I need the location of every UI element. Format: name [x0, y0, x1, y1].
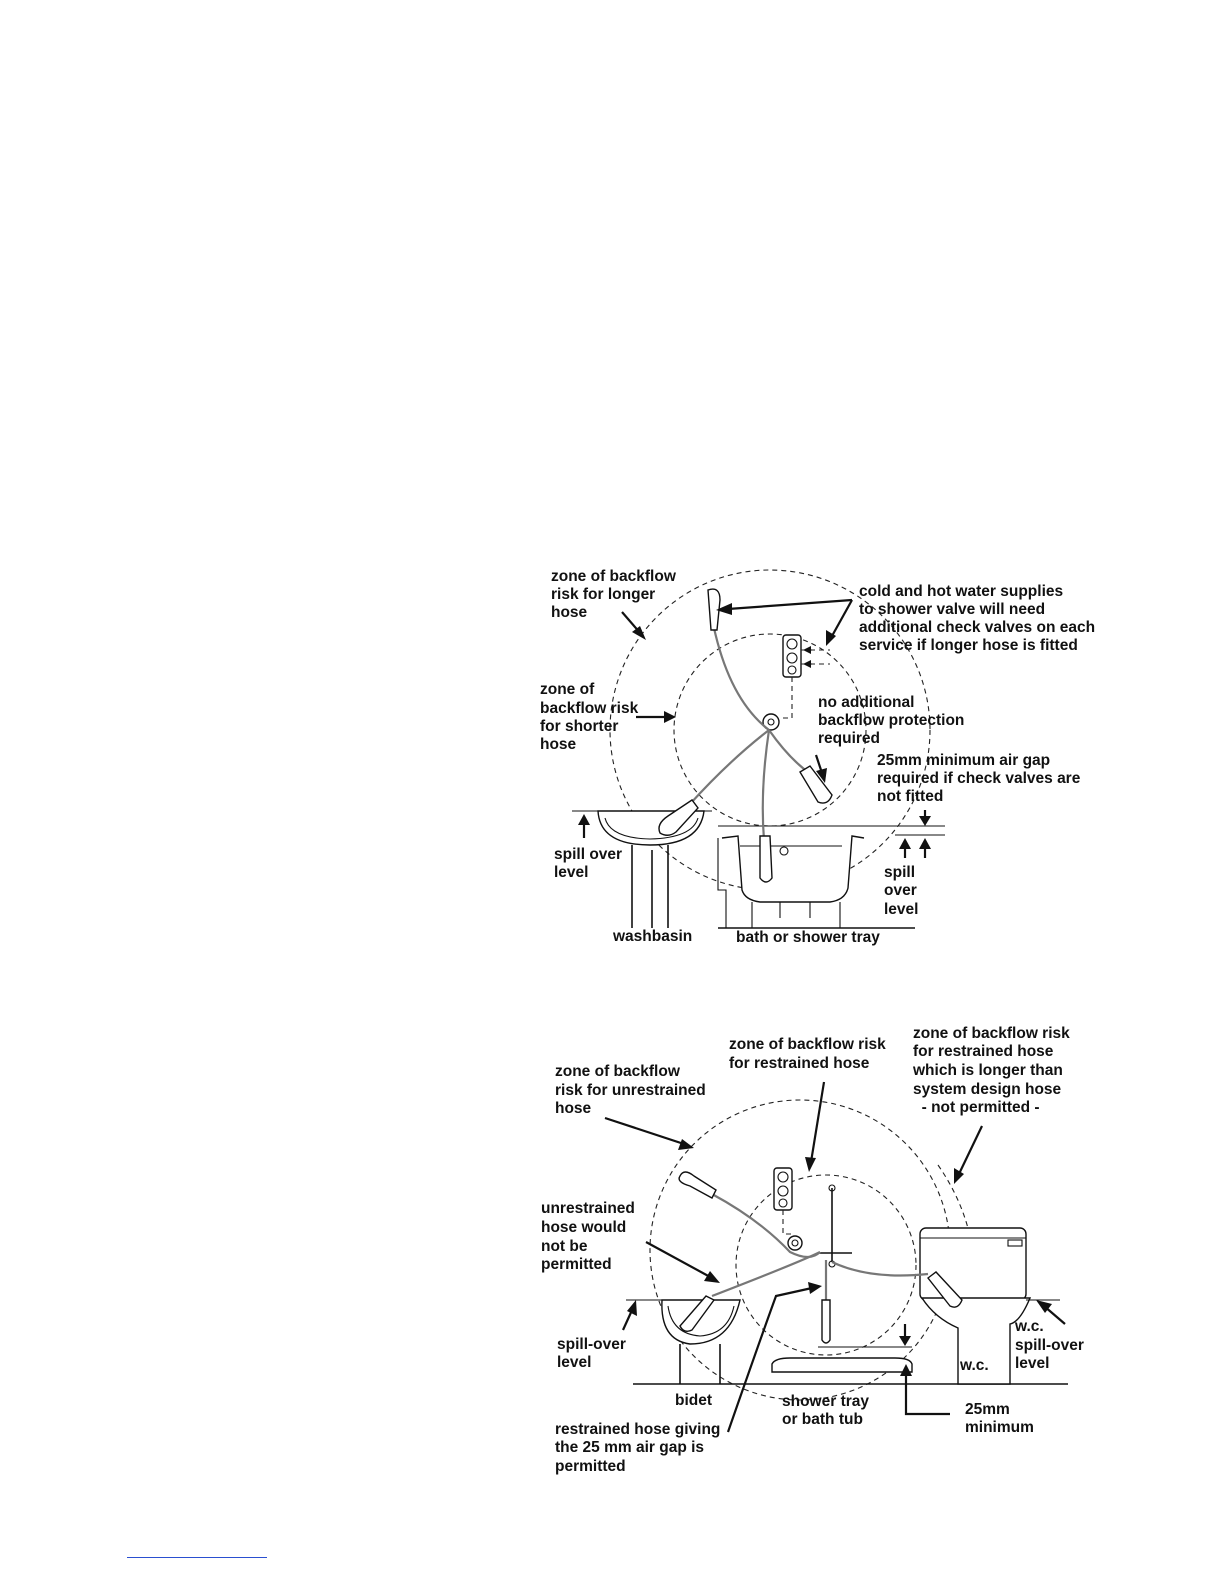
label-air-gap: 25mm minimum air gap required if check valves are not fitted	[877, 752, 1081, 805]
label-bath: bath or shower tray	[736, 929, 880, 946]
label-25mm-minimum: 25mm minimum	[965, 1401, 1034, 1436]
bidet-drawing	[626, 1300, 740, 1384]
hand-shower-tray	[822, 1300, 830, 1343]
label-zone-longer-restrained: zone of backflow risk for restrained hose which is longer than system design hose - not permitted -	[913, 1025, 1070, 1116]
label-wc: w.c.	[960, 1357, 989, 1374]
label-unrestrained-not-permitted: unrestrained hose would not be permitted	[541, 1200, 635, 1273]
label-restrained-permitted: restrained hose giving the 25 mm air gap is permitted	[555, 1421, 721, 1475]
zone-circle-unrestrained	[650, 1100, 950, 1400]
hand-shower-bath	[760, 836, 772, 882]
valve-and-rail-drawing	[774, 1168, 852, 1267]
shower-tray-drawing	[772, 1347, 912, 1372]
label-zone-longer: zone of backflow risk for longer hose	[551, 568, 676, 621]
label-spill-over-left: spill-over level	[557, 1336, 626, 1371]
label-supplies: cold and hot water supplies to shower valve will need additional check valves on each service if longer hose is fitted	[859, 583, 1096, 654]
label-zone-restrained: zone of backflow risk for restrained hose	[729, 1036, 886, 1072]
diagram-shower-backflow	[540, 568, 1099, 946]
hand-shower-right	[800, 766, 832, 803]
footer-rule	[127, 1557, 267, 1558]
diagram-bidet-wc-backflow	[541, 1025, 1088, 1475]
label-zone-shorter: zone of backflow risk for shorter hose	[540, 681, 639, 753]
label-wc-spill-over: w.c. spill-over level	[1015, 1318, 1084, 1372]
label-spill-right: spill over level	[884, 864, 919, 918]
label-no-additional: no additional backflow protection required	[818, 694, 965, 747]
label-washbasin: washbasin	[613, 928, 693, 945]
label-shower-tray: shower tray or bath tub	[782, 1393, 870, 1428]
hand-shower-unrestrained	[679, 1172, 716, 1198]
label-spill-left: spill over level	[554, 846, 623, 881]
label-bidet: bidet	[675, 1392, 713, 1409]
label-zone-unrestrained: zone of backflow risk for unrestrained hose	[555, 1063, 706, 1117]
